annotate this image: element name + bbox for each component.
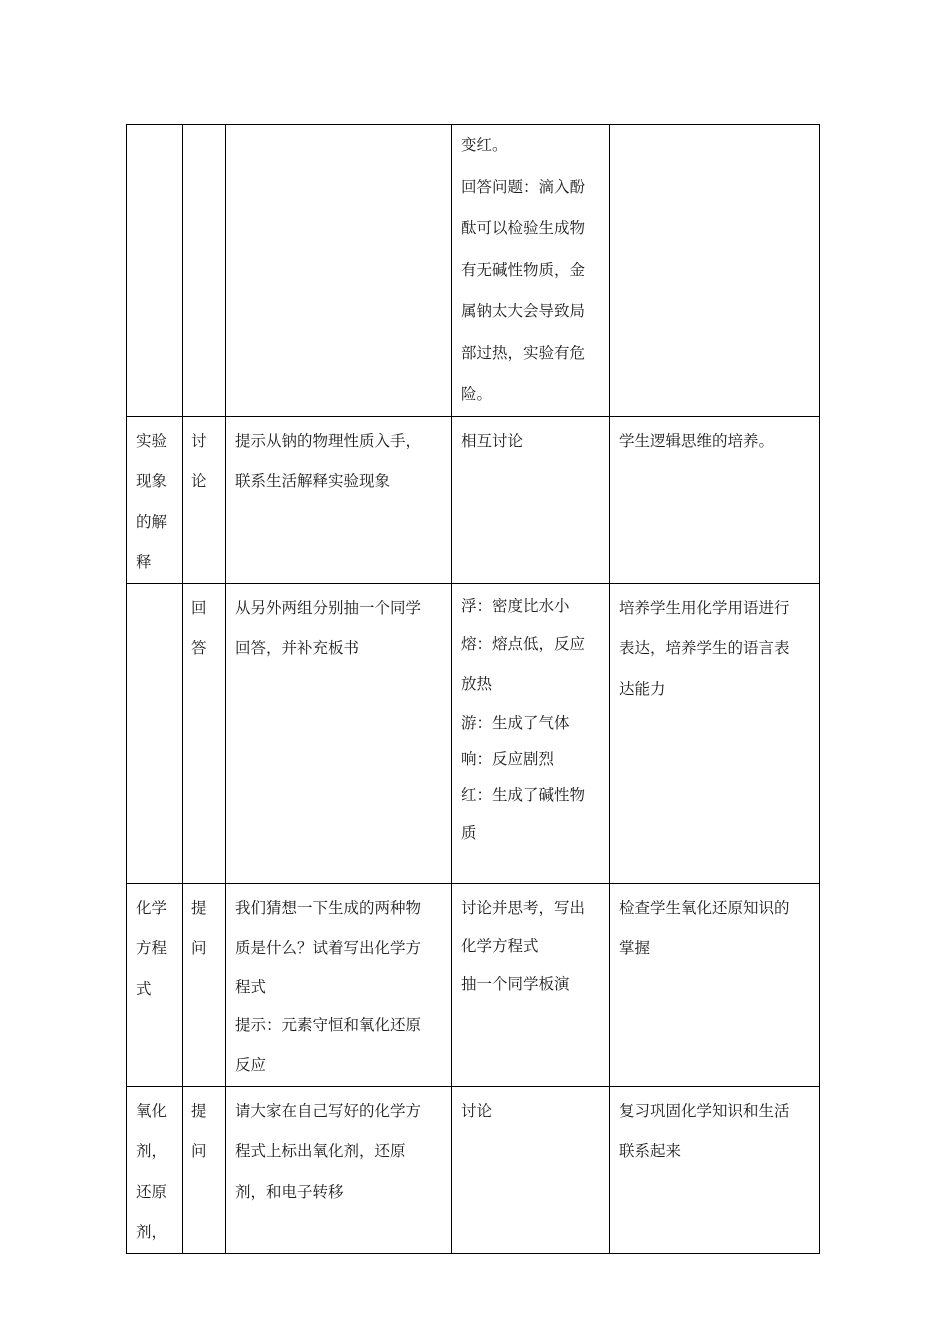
line: 请大家在自己写好的化学方 bbox=[235, 1101, 422, 1120]
line: 回 bbox=[191, 598, 207, 617]
cell-text bbox=[183, 584, 225, 669]
line: 程式 bbox=[235, 977, 267, 996]
table-row bbox=[127, 125, 820, 417]
student-cell bbox=[452, 125, 610, 417]
char: ， bbox=[151, 1142, 168, 1160]
line: 酞可以检验生成物 bbox=[461, 219, 586, 237]
activity-cell bbox=[183, 125, 226, 417]
cell-text bbox=[183, 125, 225, 129]
line: 浮：密度比水小 bbox=[461, 596, 570, 615]
student-cell bbox=[452, 1086, 610, 1253]
cell-text bbox=[610, 884, 819, 969]
char: 实 bbox=[136, 431, 152, 450]
line: 质 bbox=[461, 823, 477, 842]
cell-text bbox=[226, 125, 451, 129]
char: 解 bbox=[151, 512, 168, 531]
char: 原 bbox=[151, 1182, 168, 1201]
char: 剂 bbox=[136, 1223, 152, 1241]
line: 讨论 bbox=[461, 1101, 493, 1120]
line: 游：生成了气体 bbox=[461, 713, 570, 732]
intent-cell bbox=[610, 416, 820, 583]
line: 从另外两组分别抽一个同学 bbox=[235, 598, 422, 617]
char: 象 bbox=[151, 472, 168, 490]
teacher-cell bbox=[226, 416, 452, 583]
line: 我们猜想一下生成的两种物 bbox=[235, 898, 422, 917]
line: 论 bbox=[191, 472, 207, 490]
char: 还 bbox=[136, 1182, 152, 1201]
char: ， bbox=[151, 1223, 168, 1241]
line: 式 bbox=[136, 979, 152, 998]
lesson-plan-body bbox=[127, 125, 820, 1254]
student-cell bbox=[452, 583, 610, 883]
char: 氧 bbox=[136, 1101, 152, 1120]
cell-text bbox=[127, 584, 182, 588]
intent-cell bbox=[610, 883, 820, 1086]
line bbox=[136, 928, 172, 969]
stage-cell bbox=[127, 583, 183, 883]
line: 培养学生用化学用语进行 bbox=[619, 598, 790, 617]
cell-text bbox=[452, 417, 609, 462]
line: 提 bbox=[191, 898, 207, 917]
line: 程式上标出氧化剂，还原 bbox=[235, 1142, 406, 1160]
stage-cell bbox=[127, 883, 183, 1086]
line: 问 bbox=[191, 1142, 207, 1160]
line: 检查学生氧化还原知识的 bbox=[619, 898, 790, 917]
char: 现 bbox=[136, 472, 152, 490]
line: 熔：熔点低，反应 bbox=[461, 634, 586, 653]
activity-cell bbox=[183, 1086, 226, 1253]
teacher-cell bbox=[226, 883, 452, 1086]
teacher-cell bbox=[226, 125, 452, 417]
line: 提示从钠的物理性质入手， bbox=[235, 431, 422, 450]
cell-text bbox=[610, 1087, 819, 1172]
line bbox=[136, 1091, 172, 1132]
activity-cell bbox=[183, 583, 226, 883]
cell-text bbox=[226, 584, 451, 669]
cell-text bbox=[127, 1087, 182, 1253]
stage-cell bbox=[127, 416, 183, 583]
cell-text bbox=[610, 417, 819, 462]
line: 抽一个同学板演 bbox=[461, 975, 570, 993]
stage-cell bbox=[127, 1086, 183, 1253]
teacher-cell bbox=[226, 583, 452, 883]
activity-cell bbox=[183, 883, 226, 1086]
char: 方 bbox=[136, 939, 152, 957]
line: 讨论并思考，写出 bbox=[461, 898, 586, 917]
cell-text bbox=[183, 884, 225, 969]
cell-text bbox=[127, 417, 182, 583]
line bbox=[136, 888, 172, 929]
line: 掌握 bbox=[619, 939, 651, 957]
line: 变红。 bbox=[461, 136, 508, 154]
intent-cell bbox=[610, 1086, 820, 1253]
line: 属钠太大会导致局 bbox=[461, 302, 586, 320]
line: 部过热，实验有危 bbox=[461, 343, 586, 362]
line bbox=[136, 421, 172, 462]
activity-cell bbox=[183, 416, 226, 583]
line: 相互讨论 bbox=[461, 431, 524, 450]
line: 红：生成了碱性物 bbox=[461, 785, 586, 804]
teacher-cell bbox=[226, 1086, 452, 1253]
line: 回答，并补充板书 bbox=[235, 639, 360, 657]
table-row bbox=[127, 416, 820, 583]
cell-text bbox=[127, 884, 182, 1010]
line: 提示：元素守恒和氧化还原 bbox=[235, 1015, 422, 1034]
lesson-plan-table bbox=[126, 124, 820, 1254]
char: 验 bbox=[151, 431, 168, 450]
table-row bbox=[127, 1086, 820, 1253]
intent-cell bbox=[610, 125, 820, 417]
line: 放热 bbox=[461, 675, 493, 693]
table-row bbox=[127, 583, 820, 883]
char: 剂 bbox=[136, 1142, 152, 1160]
line: 反应 bbox=[235, 1056, 267, 1074]
line: 险。 bbox=[461, 385, 493, 403]
line: 回答问题：滴入酚 bbox=[461, 177, 586, 196]
intent-cell bbox=[610, 583, 820, 883]
line: 联系生活解释实验现象 bbox=[235, 472, 391, 490]
char: 的 bbox=[136, 512, 152, 531]
cell-text bbox=[452, 584, 609, 854]
cell-text bbox=[610, 584, 819, 710]
cell-text bbox=[226, 884, 451, 1086]
cell-text bbox=[226, 1087, 451, 1213]
line bbox=[136, 1172, 172, 1213]
cell-text bbox=[226, 417, 451, 502]
cell-text bbox=[183, 417, 225, 502]
cell-text bbox=[452, 1087, 609, 1132]
line: 复习巩固化学知识和生活 bbox=[619, 1101, 790, 1120]
line: 表达，培养学生的语言表 bbox=[619, 639, 790, 657]
line: 达能力 bbox=[619, 679, 666, 698]
char: 化 bbox=[151, 1101, 168, 1120]
char: 程 bbox=[151, 939, 168, 957]
cell-text bbox=[127, 125, 182, 129]
line: 质是什么？试着写出化学方 bbox=[235, 939, 422, 957]
line: 讨 bbox=[191, 431, 207, 450]
line: 学生逻辑思维的培养。 bbox=[619, 431, 775, 450]
char: 化 bbox=[136, 898, 152, 917]
line: 答 bbox=[191, 639, 207, 657]
line: 联系起来 bbox=[619, 1142, 682, 1160]
student-cell bbox=[452, 416, 610, 583]
line bbox=[136, 461, 172, 502]
line: 响：反应剧烈 bbox=[461, 749, 555, 768]
line: 问 bbox=[191, 939, 207, 957]
line: 释 bbox=[136, 553, 152, 571]
char: 学 bbox=[151, 898, 168, 917]
line: 提 bbox=[191, 1101, 207, 1120]
line: 剂，和电子转移 bbox=[235, 1182, 344, 1201]
cell-text bbox=[452, 125, 609, 416]
line bbox=[136, 502, 172, 543]
cell-text bbox=[610, 125, 819, 129]
line bbox=[136, 1212, 172, 1253]
cell-text bbox=[452, 884, 609, 1005]
student-cell bbox=[452, 883, 610, 1086]
cell-text bbox=[183, 1087, 225, 1172]
line bbox=[136, 1131, 172, 1172]
stage-cell bbox=[127, 125, 183, 417]
line: 有无碱性物质，金 bbox=[461, 260, 586, 279]
table-row bbox=[127, 883, 820, 1086]
line: 化学方程式 bbox=[461, 937, 539, 955]
